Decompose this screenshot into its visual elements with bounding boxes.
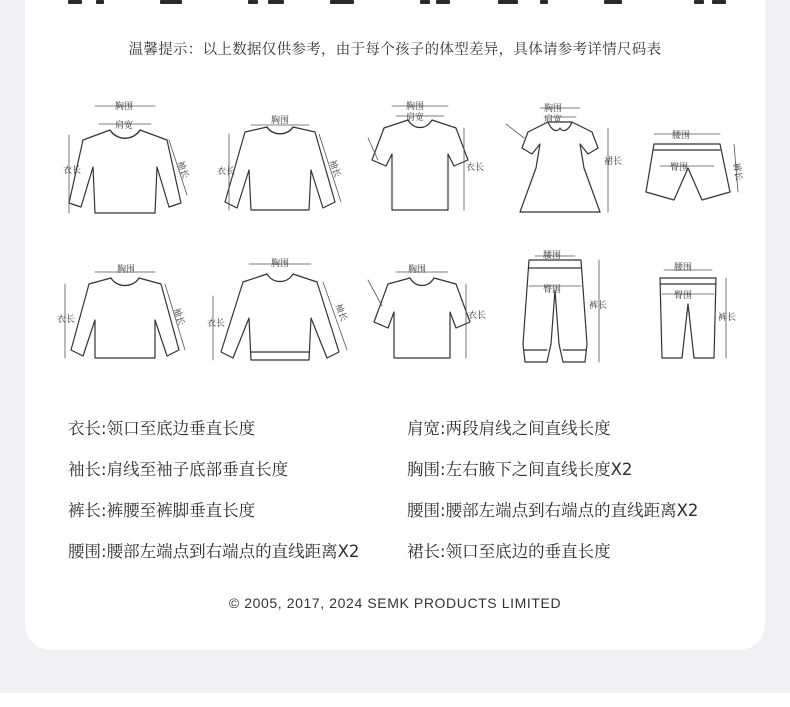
svg-text:胸围: 胸围 [406,102,425,112]
svg-text:臀围: 臀围 [674,291,693,301]
svg-text:胸围: 胸围 [271,116,290,126]
svg-text:袖长: 袖长 [332,302,349,323]
jogger-pants-diagram [515,250,615,375]
svg-text:腰围: 腰围 [543,251,562,261]
footer-band [0,693,790,707]
def-pants-length: 裤长:裤腰至裤脚垂直长度 [68,501,256,520]
cuffed-sweatshirt-diagram [205,256,355,368]
dress-diagram [500,98,623,223]
svg-text:胸围: 胸围 [408,265,427,275]
svg-text:臀围: 臀围 [543,285,562,295]
sweatshirt-diagram [55,95,195,220]
svg-text:胸围: 胸围 [115,102,134,112]
svg-text:裤长: 裤长 [730,162,744,182]
svg-text:腰围: 腰围 [672,131,691,141]
svg-text:衣长: 衣长 [466,163,485,173]
def-skirt-length: 裙长:领口至底边的垂直长度 [407,542,611,561]
svg-text:肩宽: 肩宽 [115,121,134,131]
raglan-tshirt-diagram [362,262,487,362]
raglan-sweatshirt-diagram [55,262,195,367]
def-waist-2: 腰围:腰部左端点到右端点的直线距离X2 [68,542,360,561]
svg-text:袖长: 袖长 [170,306,186,328]
svg-text:胸围: 胸围 [544,104,563,114]
svg-text:衣长: 衣长 [468,311,487,321]
copyright-notice: © 2005, 2017, 2024 SEMK PRODUCTS LIMITED [228,595,562,611]
tshirt-diagram [360,98,485,218]
svg-text:裙长: 裙长 [604,157,623,167]
shorts-diagram [640,122,750,212]
svg-text:衣长: 衣长 [207,319,226,329]
raglan-shirt-diagram [205,112,355,217]
svg-text:腰围: 腰围 [674,263,693,273]
svg-text:裤长: 裤长 [718,313,737,323]
def-sleeve: 袖长:肩线至袖子底部垂直长度 [68,460,289,479]
svg-text:胸围: 胸围 [117,265,136,275]
leggings-diagram [650,260,745,368]
svg-text:裤长: 裤长 [589,301,608,311]
svg-text:肩宽: 肩宽 [406,113,425,123]
svg-text:臀围: 臀围 [670,163,689,173]
svg-text:肩宽: 肩宽 [544,115,563,125]
def-chest: 胸围:左右腋下之间直线长度X2 [407,460,633,479]
svg-text:袖长: 袖长 [326,158,342,180]
def-shoulder: 肩宽:两段肩线之间直线长度 [407,419,611,438]
svg-text:衣长: 衣长 [217,167,236,177]
size-tip: 温馨提示：以上数据仅供参考，由于每个孩子的体型差异，具体请参考详情尺码表 [128,42,662,58]
svg-text:胸围: 胸围 [271,259,290,269]
svg-text:衣长: 衣长 [57,315,76,325]
def-waist: 腰围:腰部左端点到右端点的直线距离X2 [407,501,699,520]
def-top-length: 衣长:领口至底边垂直长度 [68,419,256,438]
svg-text:衣长: 衣长 [63,166,82,176]
svg-text:袖长: 袖长 [174,159,190,181]
